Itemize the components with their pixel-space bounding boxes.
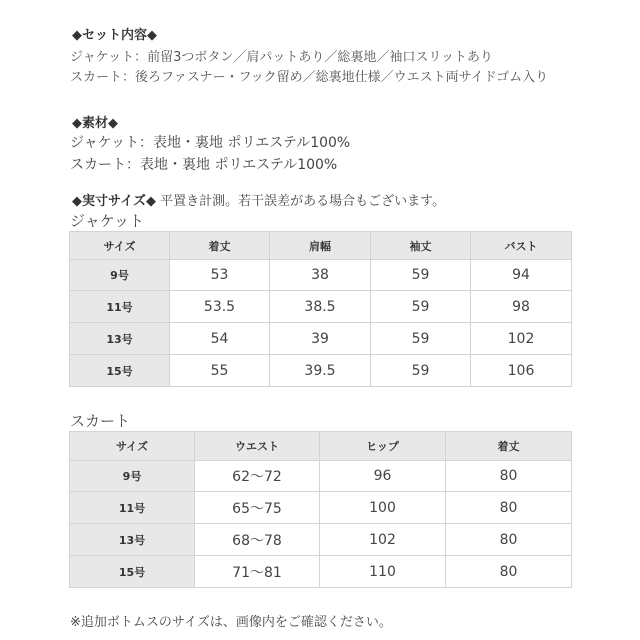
table-cell: 80 bbox=[446, 461, 572, 492]
table-row bbox=[70, 492, 572, 524]
table-row bbox=[70, 323, 572, 355]
table-cell: 65〜75 bbox=[195, 492, 320, 524]
table-row bbox=[70, 556, 572, 588]
actual-size-heading bbox=[72, 190, 445, 209]
jacket-table-caption: ジャケット bbox=[70, 212, 144, 230]
table-cell: 53.5 bbox=[170, 291, 270, 323]
material-jacket-line: ジャケット：表地・裏地 ポリエステル100% bbox=[70, 135, 351, 151]
table-cell: 59 bbox=[371, 323, 471, 355]
table-cell: 80 bbox=[446, 524, 572, 556]
table-cell: 106 bbox=[471, 355, 572, 387]
table-cell: 54 bbox=[170, 323, 270, 355]
table-row bbox=[70, 355, 572, 387]
skirt-table-caption: スカート bbox=[70, 412, 131, 430]
table-cell: 39.5 bbox=[270, 355, 371, 387]
skirt-header-cell: ヒップ bbox=[320, 432, 446, 461]
table-cell: 62〜72 bbox=[195, 461, 320, 492]
jacket-header-cell: バスト bbox=[471, 232, 572, 260]
table-row bbox=[70, 291, 572, 323]
set-jacket-line: ジャケット：前留3つボタン／肩パットあり／総裏地／袖口スリットあり bbox=[70, 50, 493, 65]
table-cell: 38.5 bbox=[270, 291, 371, 323]
size-label: 9号 bbox=[70, 260, 170, 291]
material-skirt-line: スカート：表地・裏地 ポリエステル100% bbox=[70, 157, 338, 173]
table-cell: 59 bbox=[371, 260, 471, 291]
skirt-header-cell: ウエスト bbox=[195, 432, 320, 461]
size-label: 15号 bbox=[70, 556, 195, 588]
table-cell: 53 bbox=[170, 260, 270, 291]
table-cell: 71〜81 bbox=[195, 556, 320, 588]
actual-size-title: ◆実寸サイズ◆ bbox=[72, 194, 156, 209]
table-cell: 80 bbox=[446, 556, 572, 588]
table-cell: 68〜78 bbox=[195, 524, 320, 556]
jacket-header-cell: 着丈 bbox=[170, 232, 270, 260]
table-cell: 102 bbox=[471, 323, 572, 355]
set-skirt-line: スカート：後ろファスナー・フック留め／総裏地仕様／ウエスト両サイドゴム入り bbox=[70, 70, 549, 85]
jacket-size-table bbox=[69, 231, 572, 387]
size-label: 15号 bbox=[70, 355, 170, 387]
size-label: 11号 bbox=[70, 492, 195, 524]
skirt-header-cell: サイズ bbox=[70, 432, 195, 461]
jacket-header-cell: サイズ bbox=[70, 232, 170, 260]
size-label: 9号 bbox=[70, 461, 195, 492]
size-label: 13号 bbox=[70, 323, 170, 355]
size-label: 11号 bbox=[70, 291, 170, 323]
table-row bbox=[70, 260, 572, 291]
table-cell: 59 bbox=[371, 355, 471, 387]
table-cell: 98 bbox=[471, 291, 572, 323]
size-label: 13号 bbox=[70, 524, 195, 556]
skirt-size-table bbox=[69, 431, 572, 588]
skirt-header-cell: 着丈 bbox=[446, 432, 572, 461]
table-cell: 38 bbox=[270, 260, 371, 291]
jacket-header-cell: 袖丈 bbox=[371, 232, 471, 260]
jacket-header-cell: 肩幅 bbox=[270, 232, 371, 260]
table-row bbox=[70, 524, 572, 556]
table-cell: 96 bbox=[320, 461, 446, 492]
table-cell: 59 bbox=[371, 291, 471, 323]
table-cell: 110 bbox=[320, 556, 446, 588]
set-contents-title: ◆セット内容◆ bbox=[72, 28, 157, 43]
table-cell: 55 bbox=[170, 355, 270, 387]
table-cell: 94 bbox=[471, 260, 572, 291]
table-cell: 102 bbox=[320, 524, 446, 556]
table-cell: 80 bbox=[446, 492, 572, 524]
material-title: ◆素材◆ bbox=[72, 116, 118, 131]
table-row bbox=[70, 461, 572, 492]
table-cell: 39 bbox=[270, 323, 371, 355]
table-cell: 100 bbox=[320, 492, 446, 524]
footer-note: ※追加ボトムスのサイズは、画像内をご確認ください。 bbox=[70, 615, 392, 630]
actual-size-note: 平置き計測。若干誤差がある場合もございます。 bbox=[160, 194, 446, 209]
